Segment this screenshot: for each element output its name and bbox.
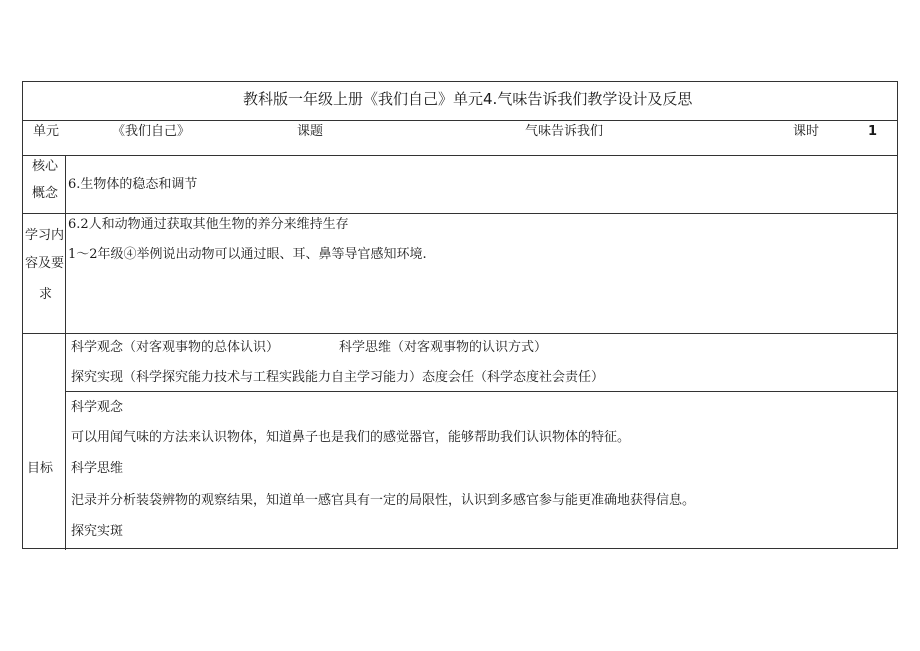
learning-standard-line: 1～2年级④举例说出动物可以通过眼、耳、鼻等导官感知环境.	[68, 247, 427, 262]
goal-dimension: 科学观念（对客观事物的总体认识）	[71, 340, 280, 355]
learning-standard-line: 6.2人和动物通过获取其他生物的养分来维持生存	[68, 217, 349, 232]
row-divider	[23, 120, 897, 121]
core-concept-label: 概念	[32, 186, 59, 201]
row-divider	[23, 155, 897, 156]
goals-label: 目标	[27, 461, 54, 476]
lesson-plan-table	[22, 81, 898, 549]
learning-label: 学习内	[25, 228, 65, 243]
core-concept-content: 6.生物体的稳态和调节	[68, 177, 198, 192]
row-divider	[23, 213, 897, 214]
thinking-text: 汜录并分析装袋辨物的观察结果，知道单一感官具有一定的局限性，认识到多感官参与能更准确地获得信息。	[71, 493, 696, 508]
concept-heading: 科学观念	[71, 400, 124, 415]
label-column-divider	[65, 155, 66, 550]
hours-value: 1	[868, 124, 878, 139]
unit-label: 单元	[33, 124, 60, 139]
thinking-heading: 科学思维	[71, 461, 124, 476]
goal-dimension: 科学思维（对客观事物的认识方式）	[339, 340, 548, 355]
document-title: 教科版一年级上册《我们自己》单元4.气味告诉我们教学设计及反思	[243, 90, 693, 108]
lesson-label: 课题	[297, 124, 324, 139]
hours-label: 课时	[793, 124, 820, 139]
row-divider	[23, 333, 897, 334]
goal-dimension: 探究实现（科学探究能力技术与工程实践能力自主学习能力）态度会任（科学态度社会责任）	[71, 370, 605, 385]
unit-value: 《我们自己》	[112, 124, 191, 139]
learning-label: 求	[39, 287, 53, 302]
concept-text: 可以用闻气味的方法来认识物体，知道鼻子也是我们的感觉器官，能够帮助我们认识物体的特征。	[71, 430, 631, 445]
core-concept-label: 核心	[32, 159, 59, 174]
learning-label: 容及要	[25, 256, 65, 271]
practice-heading: 探究实斑	[71, 524, 124, 539]
row-divider	[65, 391, 897, 392]
lesson-value: 气味告诉我们	[525, 124, 604, 139]
